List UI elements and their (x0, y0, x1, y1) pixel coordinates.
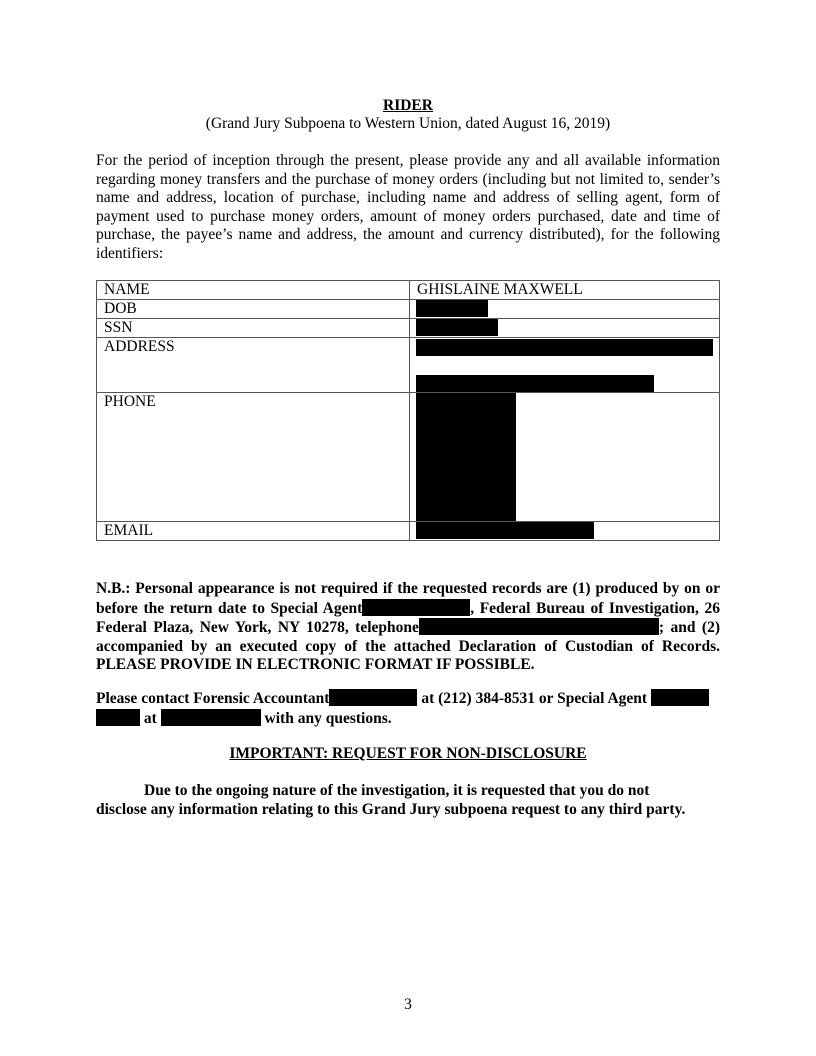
intro-line: identifiers: (96, 244, 164, 262)
email-value (410, 522, 720, 541)
redaction-block (416, 375, 654, 392)
nondisclosure-line: Due to the ongoing nature of the investigation, it is requested that you do not (144, 782, 650, 799)
redaction-block (416, 393, 516, 521)
intro-line: regarding money transfers and the purchase of money orders (including but not limited to, sender’s (96, 170, 720, 188)
redaction-block (416, 319, 498, 336)
name-value: GHISLAINE MAXWELL (410, 281, 720, 300)
redaction-block (419, 618, 659, 635)
intro-line: name and address, location of purchase, including name and address of selling agent, form of (96, 189, 720, 207)
nb-text: Federal Plaza, New York, NY 10278, telephone (96, 619, 419, 637)
intro-paragraph (96, 152, 720, 264)
rider-subtitle: (Grand Jury Subpoena to Western Union, dated August 16, 2019) (205, 115, 611, 132)
redaction-block (416, 300, 488, 317)
identifiers-table (96, 280, 720, 541)
address-value (410, 338, 720, 393)
nb-line (96, 618, 720, 638)
intro-line: For the period of inception through the present, please provide any and all available information (96, 152, 720, 169)
table-row (97, 393, 720, 522)
contact-paragraph (96, 689, 720, 728)
name-label: NAME (97, 281, 410, 300)
table-row (97, 300, 720, 319)
redaction-block (161, 709, 261, 726)
table-row (97, 338, 720, 393)
nondisclosure-line: disclose any information relating to this Grand Jury subpoena request to any third party. (96, 800, 686, 818)
table-row (97, 522, 720, 541)
ssn-label: SSN (97, 319, 410, 338)
phone-value (410, 393, 720, 522)
dob-label: DOB (97, 300, 410, 319)
redaction-block (96, 709, 140, 726)
contact-text: with any questions. (260, 709, 392, 727)
redaction-block (362, 599, 470, 616)
nb-text: ; and (2) (658, 619, 720, 637)
intro-line: payment used to purchase money orders, amount of money orders purchased, date and time of (96, 207, 720, 225)
table-row (97, 281, 720, 300)
nondisclosure-paragraph (96, 782, 720, 819)
nb-line: N.B.: Personal appearance is not required if the requested records are (1) produced by on or (96, 580, 720, 597)
contact-text: at (140, 709, 161, 727)
email-label: EMAIL (97, 522, 410, 541)
redaction-block (416, 339, 713, 356)
redaction-block (416, 522, 594, 539)
redaction-block (651, 689, 709, 706)
intro-line: purchase, the payee’s name and address, the amount and currency distributed), for the following (96, 226, 720, 244)
redaction-block (329, 689, 417, 706)
rider-title: RIDER (383, 97, 433, 114)
phone-label: PHONE (97, 393, 410, 522)
nb-paragraph (96, 580, 720, 675)
nondisclosure-heading: IMPORTANT: REQUEST FOR NON-DISCLOSURE (229, 745, 587, 762)
dob-value (410, 300, 720, 319)
ssn-value (410, 319, 720, 338)
nb-line (96, 599, 720, 619)
nb-line: accompanied by an executed copy of the attached Declaration of Custodian of Records. (96, 637, 720, 655)
nb-text: before the return date to Special Agent (96, 599, 363, 617)
page-number: 3 (404, 996, 412, 1013)
table-row (97, 319, 720, 338)
nb-line: PLEASE PROVIDE IN ELECTRONIC FORMAT IF POSSIBLE. (96, 656, 535, 674)
nb-text: , Federal Bureau of Investigation, 26 (470, 599, 721, 617)
contact-text: Please contact Forensic Accountant (96, 690, 330, 707)
address-label: ADDRESS (97, 338, 410, 393)
contact-text: at (212) 384-8531 or Special Agent (417, 690, 648, 707)
